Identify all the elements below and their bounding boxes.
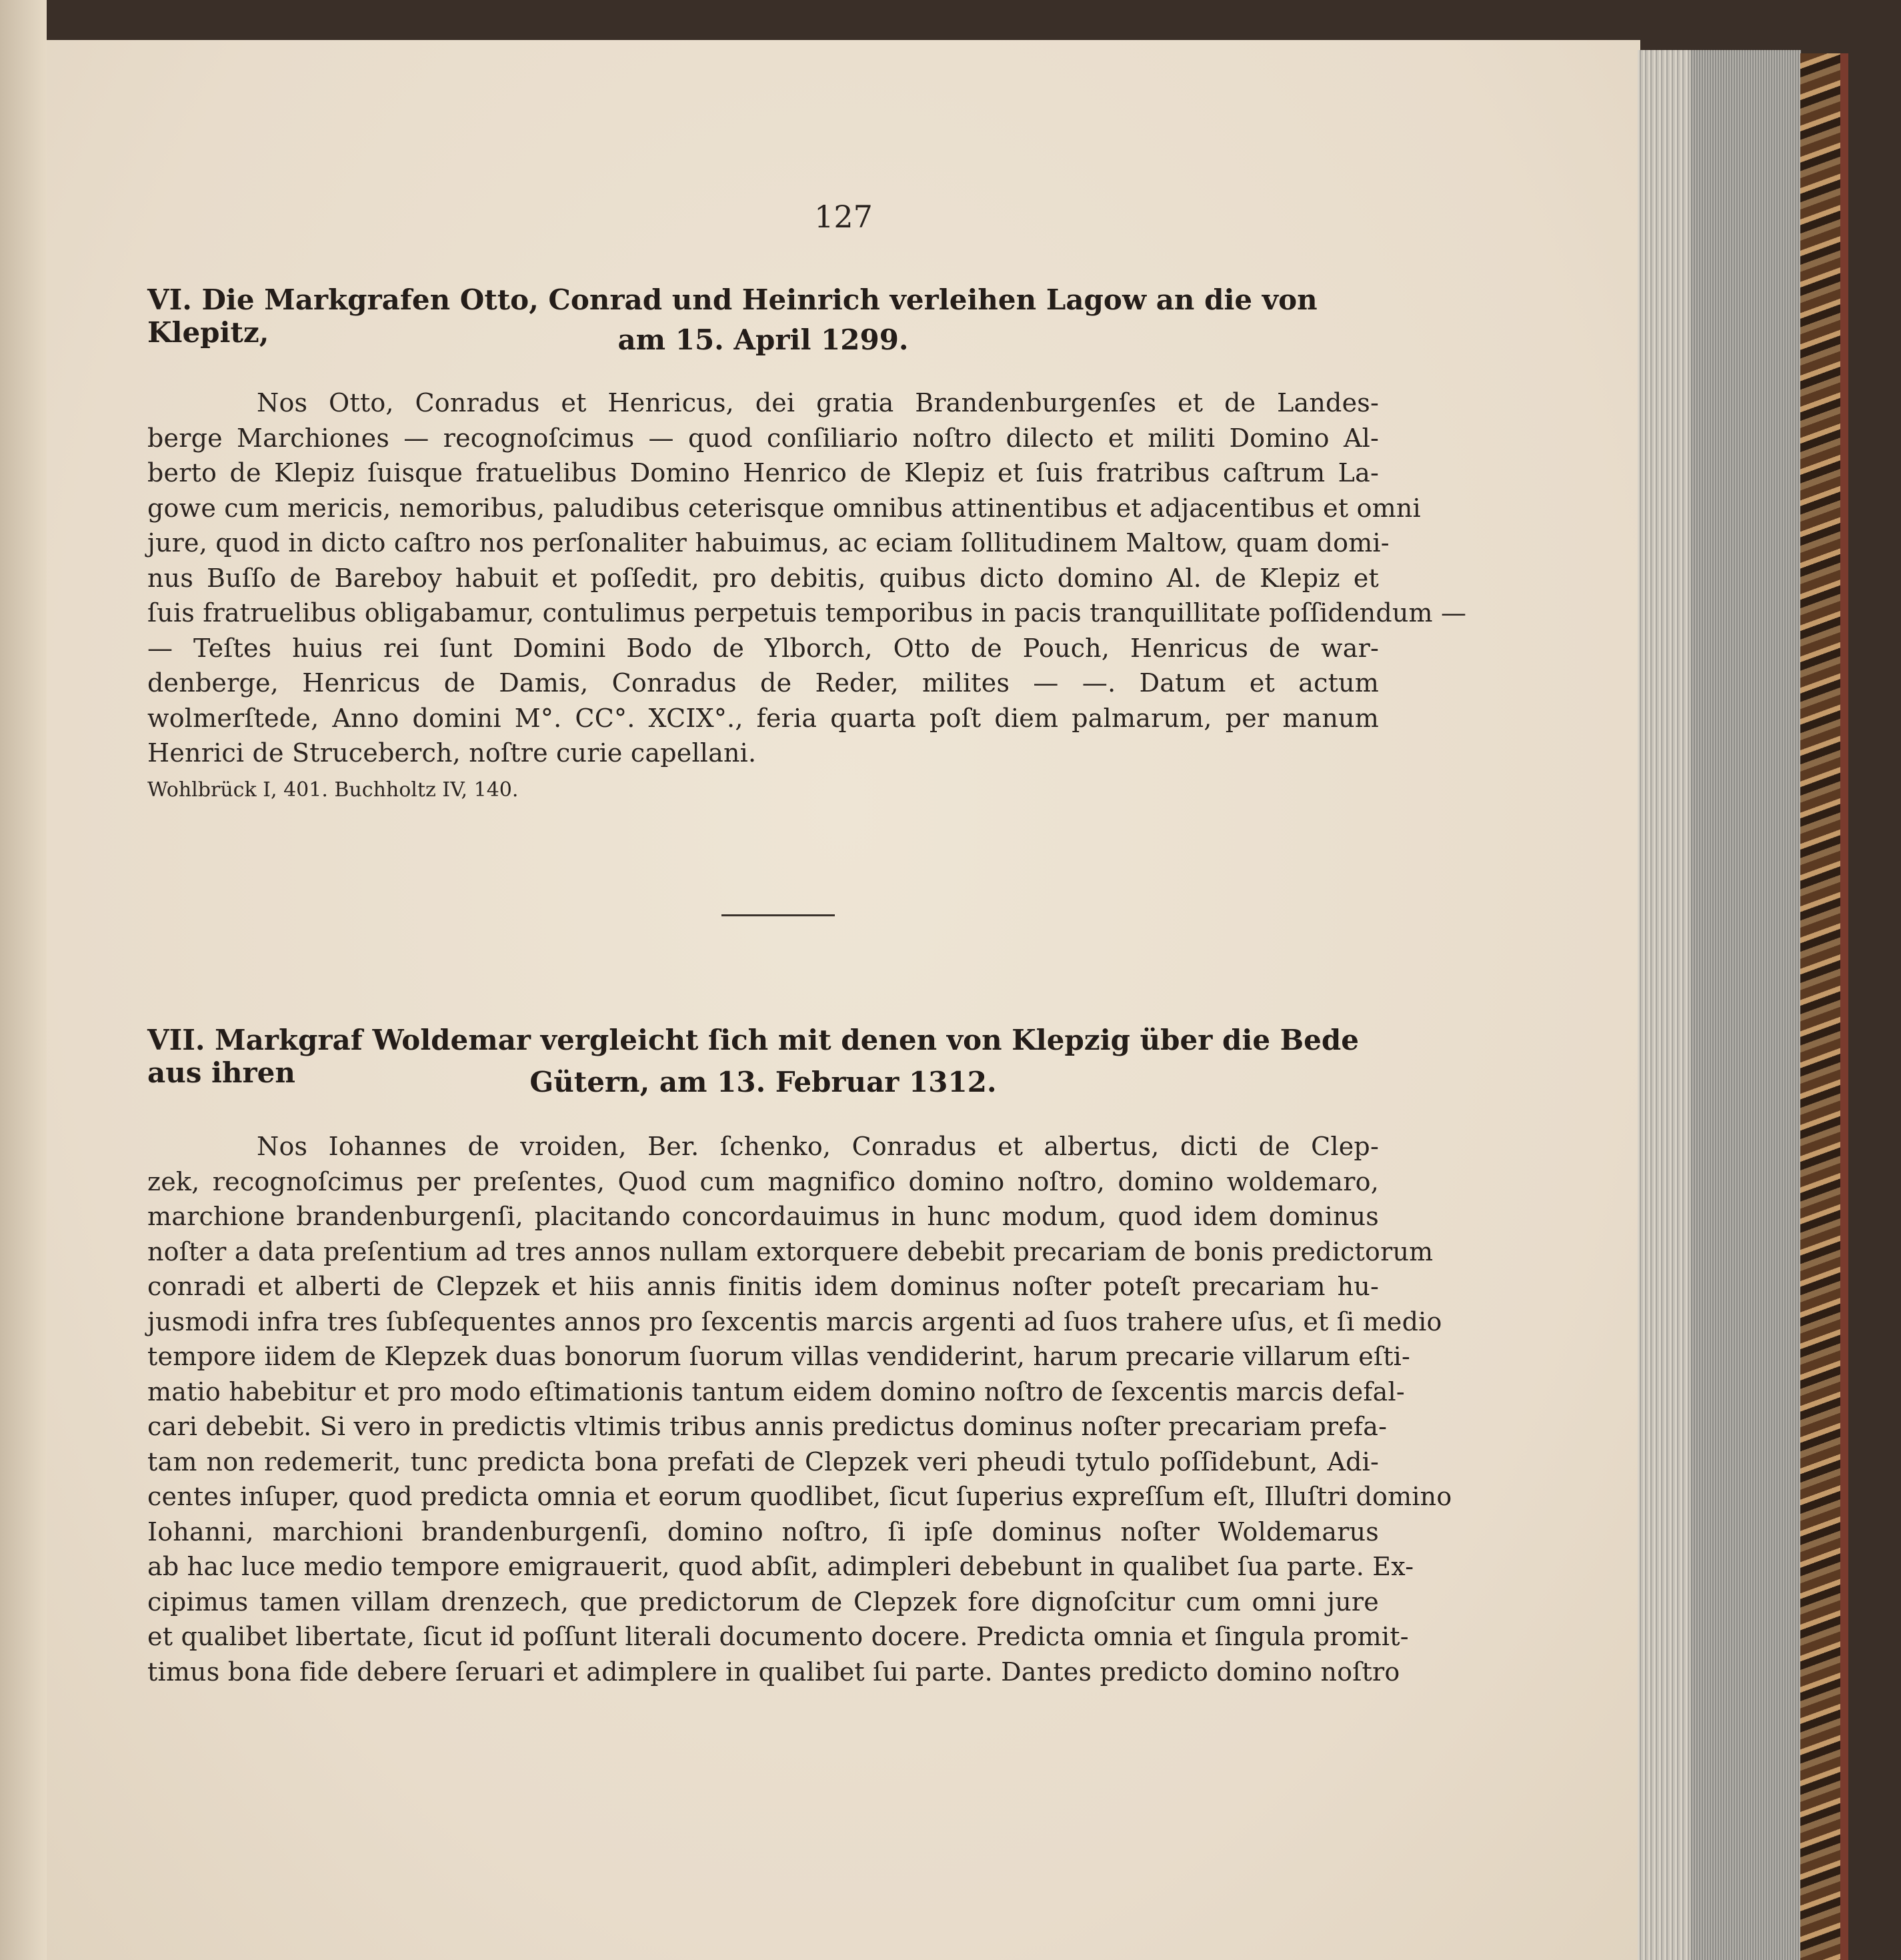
text-line: noſter a data preſentium ad tres annos nullam extorquere debebit precariam de bonis predictorum	[147, 1236, 1434, 1266]
text-line: cari debebit. Si vero in predictis vltimis tribus annis predictus dominus noſter precariam prefa-	[147, 1412, 1388, 1441]
text-line: ab hac luce medio tempore emigrauerit, quod abſit, adimpleri debebunt in qualibet ſua parte. Ex-	[147, 1552, 1414, 1581]
section-divider	[721, 914, 835, 916]
previous-page-edge	[0, 0, 47, 1960]
text-line: cipimus tamen villam drenzech, que predictorum de Clepzek fore dignoſcitur cum omni jure	[147, 1587, 1379, 1617]
text-line: tam non redemerit, tunc predicta bona prefati de Clepzek veri pheudi tytulo poſſidebunt, Adi-	[147, 1446, 1379, 1477]
text-line: Iohanni, marchioni brandenburgenſi, domino noſtro, ſi ipſe dominus noſter Woldemarus	[147, 1517, 1379, 1547]
document-heading-vii: VII. Markgraf Woldemar vergleicht ſich mit denen von Klepzig über die Bede aus ihren	[147, 1024, 1359, 1089]
text-line: — Teſtes huius rei ſunt Domini Bodo de Ylborch, Otto de Pouch, Henricus de war-	[147, 633, 1379, 663]
stacked-page-edges	[1638, 50, 1801, 1960]
text-line: timus bona fide debere ſeruari et adimplere in qualibet ſui parte. Dantes predicto domino noſtro	[147, 1657, 1400, 1687]
text-line: Nos Iohannes de vroiden, Ber. ſchenko, Conradus et albertus, dicti de Clep-	[257, 1132, 1379, 1161]
document-heading-vi: VI. Die Markgrafen Otto, Conrad und Heinrich verleihen Lagow an die von Klepitz,	[147, 283, 1318, 349]
page-number: 127	[814, 199, 873, 235]
text-line: matio habebitur et pro modo eſtimationis tantum eidem domino noſtro de ſexcentis marcis defal-	[147, 1376, 1405, 1406]
text-line: berge Marchiones — recognoſcimus — quod conſiliario noſtro dilecto et militi Domino Al-	[147, 423, 1379, 453]
document-heading-vi-date: am 15. April 1299.	[617, 323, 909, 356]
text-line: centes inſuper, quod predicta omnia et eorum quodlibet, ſicut ſuperius expreſſum eſt, Illuſtri domino	[147, 1482, 1452, 1511]
document-heading-vii-date: Gütern, am 13. Februar 1312.	[529, 1066, 997, 1098]
text-line: ſuis fratruelibus obligabamur, contulimus perpetuis temporibus in pacis tranquillitate poſſidendum —	[147, 598, 1467, 628]
text-line: jusmodi infra tres ſubſequentes annos pro ſexcentis marcis argenti ad ſuos trahere uſus, et ſi medio	[147, 1306, 1442, 1336]
text-line: berto de Klepiz ſuisque fratuelibus Domino Henrico de Klepiz et ſuis fratribus caſtrum La-	[147, 458, 1379, 487]
text-line: nus Buſſo de Bareboy habuit et poſſedit, pro debitis, quibus dicto domino Al. de Klepiz et	[147, 563, 1379, 593]
text-line: Henrici de Struceberch, noſtre curie capellani.	[147, 738, 757, 768]
text-line: marchione brandenburgenſi, placitando concordauimus in hunc modum, quod idem dominus	[147, 1202, 1379, 1231]
text-line: jure, quod in dicto caſtro nos perſonaliter habuimus, ac eciam ſollitudinem Maltow, quam domi-	[147, 528, 1390, 558]
text-line: wolmerſtede, Anno domini M°. CC°. XCIX°., feria quarta poſt diem palmarum, per manum	[147, 703, 1379, 733]
text-line: zek, recognoſcimus per preſentes, Quod cum magnifico domino noſtro, domino woldemaro,	[147, 1166, 1379, 1196]
text-line: denberge, Henricus de Damis, Conradus de Reder, milites — —. Datum et actum	[147, 668, 1379, 698]
marbled-cover	[1800, 53, 1840, 1960]
text-line: et qualibet libertate, ſicut id poſſunt literali documento docere. Predicta omnia et ſingula promit-	[147, 1622, 1409, 1651]
cover-spine-edge	[1840, 53, 1848, 1960]
text-line: Nos Otto, Conradus et Henricus, dei gratia Brandenburgenſes et de Landes-	[257, 388, 1379, 417]
source-citation: Wohlbrück I, 401. Buchholtz IV, 140.	[147, 778, 519, 802]
text-line: conradi et alberti de Clepzek et hiis annis finitis idem dominus noſter poteſt precariam hu-	[147, 1272, 1379, 1301]
text-line: tempore iidem de Klepzek duas bonorum ſuorum villas vendiderint, harum precarie villarum eſti-	[147, 1342, 1411, 1371]
text-line: gowe cum mericis, nemoribus, paludibus ceterisque omnibus attinentibus et adjacentibus et omni	[147, 493, 1421, 523]
